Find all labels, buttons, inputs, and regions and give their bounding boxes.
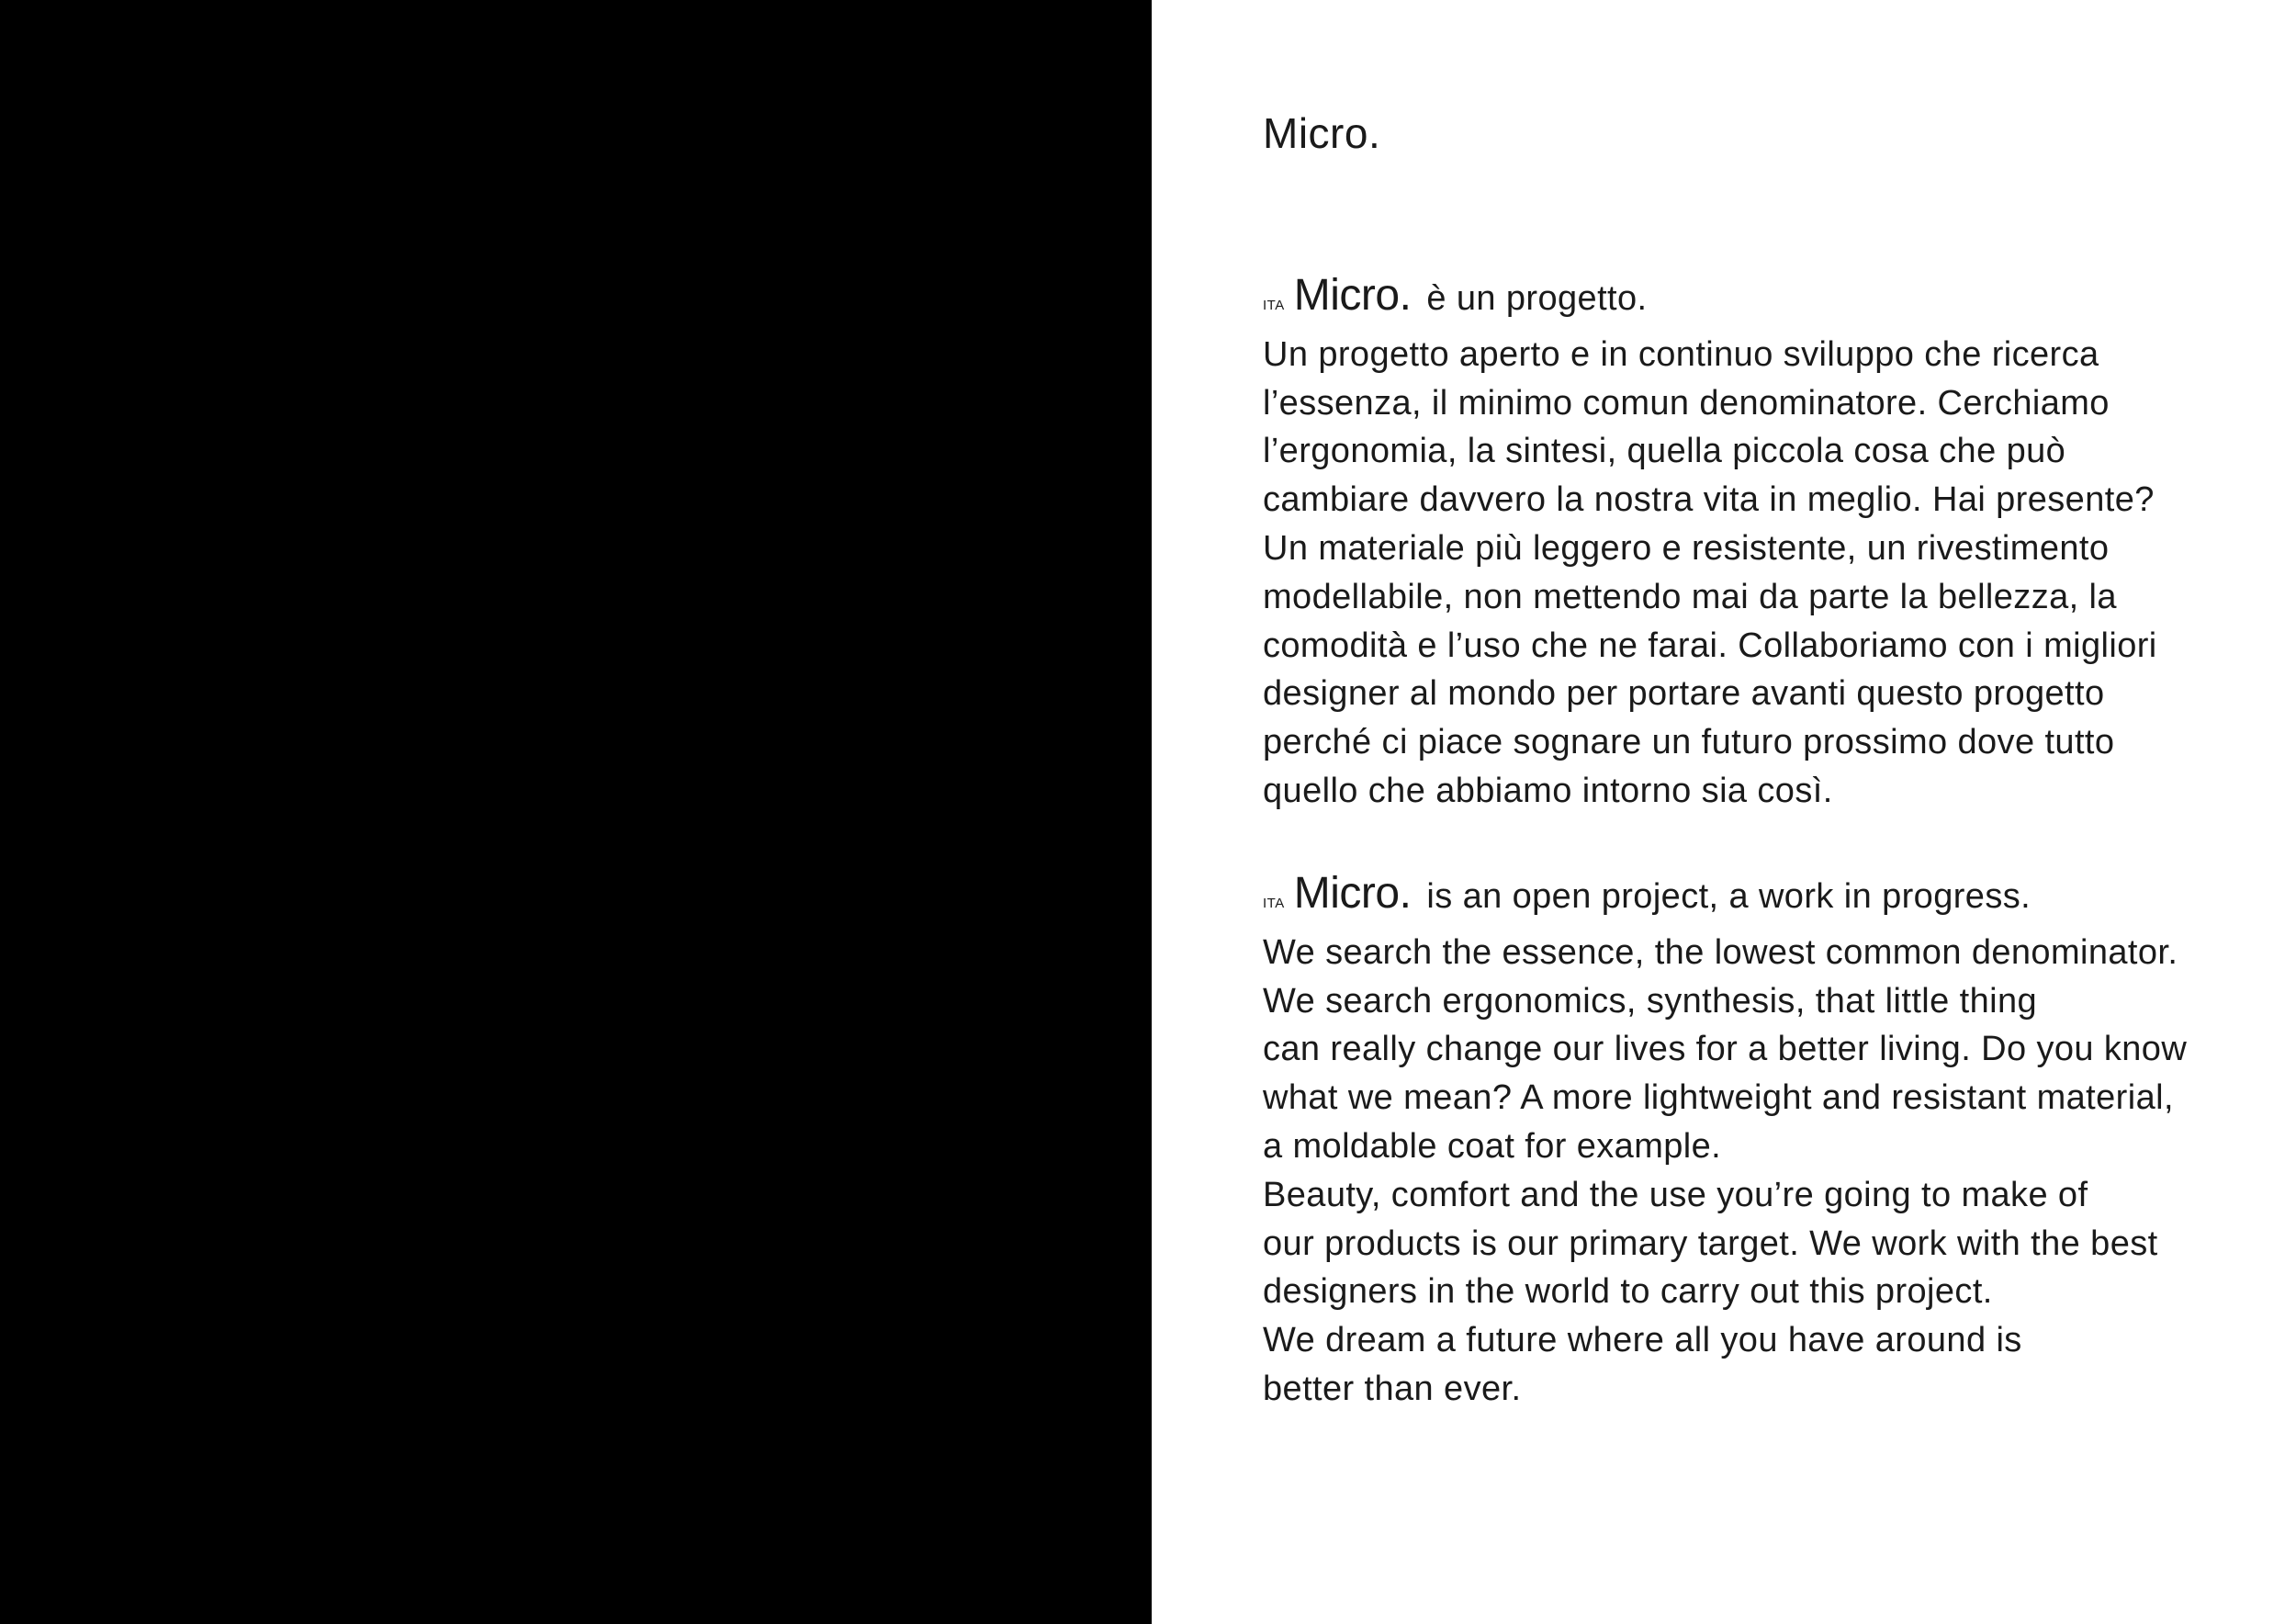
brand-name: Micro.	[1293, 869, 1412, 918]
paragraph-line: We search the essence, the lowest common denominator.	[1263, 932, 2178, 972]
paragraph-line: l’ergonomia, la sintesi, quella piccola cosa che può	[1263, 432, 2066, 471]
paragraph-line: a moldable coat for example.	[1263, 1126, 1722, 1166]
paragraph-line: cambiare davvero la nostra vita in meglio. Hai presente?	[1263, 480, 2155, 520]
italian-first-line	[1263, 272, 2291, 331]
paragraph-line: can really change our lives for a better living. Do you know	[1263, 1030, 2188, 1069]
paragraph-line: è un progetto.	[1426, 279, 1648, 318]
text-page	[1263, 0, 2287, 1624]
brand-name: Micro.	[1293, 271, 1412, 320]
paragraph-line: designer al mondo per portare avanti questo progetto	[1263, 674, 2105, 714]
paragraph-line: We dream a future where all you have around is	[1263, 1321, 2022, 1360]
language-tag: ITA	[1263, 298, 1285, 313]
paragraph-line: our products is our primary target. We work with the best	[1263, 1224, 2158, 1263]
paragraph-line: Un progetto aperto e in continuo sviluppo che ricerca	[1263, 334, 2099, 374]
paragraph-line: Beauty, comfort and the use you’re going to make of	[1263, 1175, 2088, 1214]
language-tag: ITA	[1263, 896, 1285, 911]
paragraph-line: perché ci piace sognare un futuro prossimo dove tutto	[1263, 723, 2115, 762]
paragraph-line: designers in the world to carry out this project.	[1263, 1272, 1993, 1312]
paragraph-line: We search ergonomics, synthesis, that little thing	[1263, 981, 2038, 1021]
english-first-line	[1263, 870, 2291, 929]
paragraph-line: modellabile, non mettendo mai da parte la bellezza, la	[1263, 577, 2117, 616]
paragraph-line: l’essenza, il minimo comun denominatore. Cerchiamo	[1263, 383, 2110, 423]
paragraph-line: quello che abbiamo intorno sia così.	[1263, 771, 1833, 810]
paragraph-line: what we mean? A more lightweight and resistant material,	[1263, 1078, 2174, 1118]
page-title: Micro.	[1263, 109, 1381, 157]
paragraph-line: comodità e l’uso che ne farai. Collaboriamo con i migliori	[1263, 626, 2157, 665]
paragraph-line: Un materiale più leggero e resistente, un rivestimento	[1263, 528, 2110, 568]
paragraph-line: is an open project, a work in progress.	[1426, 877, 2032, 916]
paragraph-line: better than ever.	[1263, 1369, 1522, 1408]
english-text-block	[1263, 870, 2291, 1414]
italian-text-block	[1263, 272, 2291, 816]
